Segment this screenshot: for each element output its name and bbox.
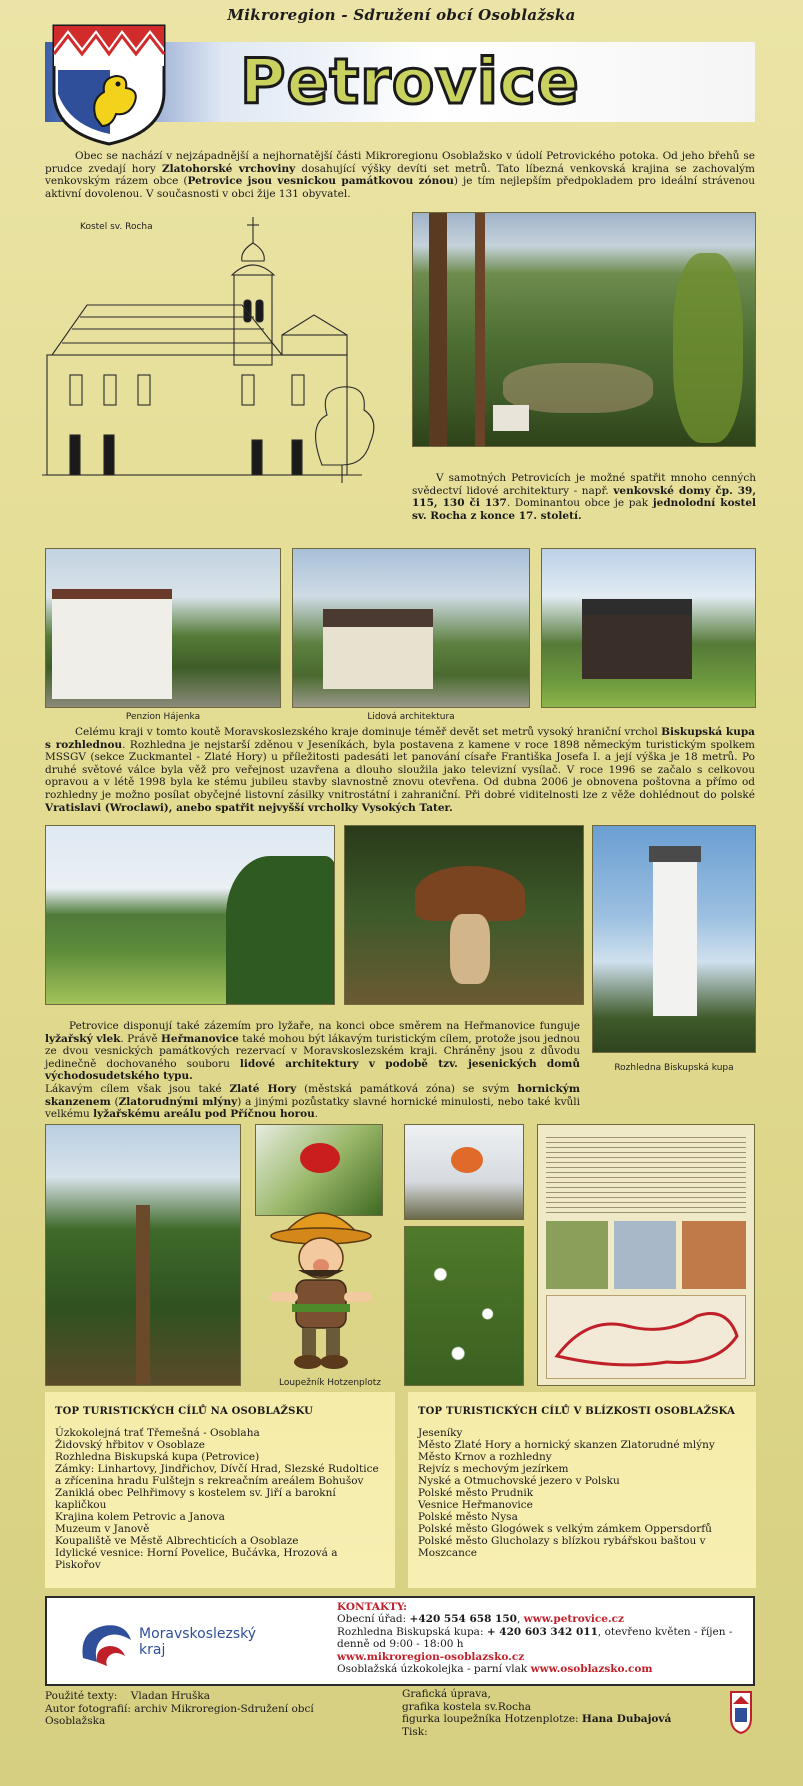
flowers-photo — [404, 1226, 524, 1386]
top-osoblazsko-list — [55, 1427, 385, 1571]
list-item: Vesnice Heřmanovice — [418, 1499, 533, 1511]
list-item: Muzeum v Janově — [55, 1523, 150, 1535]
info-board-photo — [537, 1124, 755, 1386]
pine-trunk — [136, 1205, 150, 1386]
contacts-heading: KONTAKTY: — [337, 1601, 407, 1613]
architecture-paragraph: V samotných Petrovicích je možné spatřit mnoho cenných svědectví lidové architektury - např. venkovské domy čp. 39, 115, 130 či 137. Dominantou obce je pak jednolodní kostel sv. Rocha z konce 17. století. — [412, 472, 757, 522]
contact-box — [45, 1596, 755, 1686]
credit-figurine-label: figurka loupežníka Hotzenplotze: — [402, 1713, 582, 1725]
robin-bird — [451, 1147, 483, 1173]
church-caption: Kostel sv. Rocha — [80, 222, 153, 232]
credit-texts-value: Vladan Hruška — [130, 1690, 211, 1702]
list-item: Koupaliště ve Městě Albrechticích a Osoblaze — [55, 1535, 299, 1547]
mushroom-stem — [450, 914, 490, 984]
list-item: Polské město Prudnik — [418, 1487, 534, 1499]
logo-line-2: kraj — [139, 1642, 166, 1658]
biskupska-paragraph: Celému kraji v tomto koutě Moravskoslezského kraje dominuje téměř devět set metrů vysoký hraniční vrchol Biskupská kupa s rozhlednou. Rozhledna je nejstarší zděnou v Jeseníkách, byla postavena z kamene v roce 1898 německým turistickým spolkem MSSGV (sekce Zuckmantel - Zlaté Hory) u příležitosti padesáti let panování císaře Františka Josefa I. a její výška je 18 metrů. Po druhé světové válce byla věž pro veřejnost uzavřena a dlouho sloužila jako televizní vysílač. V roce 1996 se začalo s celkovou opravou a v létě 1998 byla ke stému jubileu stavby slavnostně znovu otevřena. Od dubna 2006 je obnovena poštovna a přímo od rozhledny je možno posílat obyčejné listovní zásilky vnitrostátní i zahraniční. Při dobré viditelnosti lze z věže dohlédnout do polské Vratislavi (Wroclawi), anebo spatřit nejvyšší vrcholky Vysokých Tater. — [45, 726, 755, 814]
info-board-thumb-3 — [682, 1221, 746, 1289]
page-title: Petrovice — [240, 45, 580, 118]
credit-church-drawing: grafika kostela sv.Rocha — [402, 1700, 531, 1713]
timber-house-photo — [541, 548, 756, 708]
list-item: Krajina kolem Petrovic a Janova — [55, 1511, 225, 1523]
house-folk — [323, 609, 433, 689]
list-item: Město Krnov a rozhledny — [418, 1451, 552, 1463]
valley-photo — [412, 212, 756, 447]
tree-trunk-right — [475, 213, 485, 447]
list-item: Idylické vesnice: Horní Povelice, Bučávka, Hrozová a Piskořov — [55, 1547, 338, 1571]
credit-graphic: Grafická úprava, — [402, 1688, 491, 1700]
list-item: Polské město Nysa — [418, 1511, 518, 1523]
contact-train: Osoblažská úzkokolejka - parní vlak www.osoblazsko.com — [337, 1663, 653, 1675]
church-drawing-icon — [42, 215, 382, 525]
ski-paragraph: Petrovice disponují také zázemím pro lyžaře, na konci obce směrem na Heřmanovice funguje lyžařský vlek. Právě Heřmanovice také mohou být lákavým turistickým cílem, protože jsou jednou ze dvou vesnických památkových rezervací v Moravskoslezském kraji. Chráněny jsou z důvodu jedinečně dochovaného souboru lidové architektury v podobě tzv. jesenických domů východosudetského typu. Lákavým cílem však jsou také Zlaté Hory (městská památková zóna) se svým hornickým skanzenem (Zlatorudnými mlýny) a jinými pozůstatky slavné hornické minulosti, nebo také kvůli velkému lyžařskému areálu pod Příčnou horou. — [45, 1020, 580, 1121]
forest-edge — [226, 856, 335, 1005]
list-item: Zaniklá obec Pelhřimovy s kostelem sv. Jiří a barokní kapličkou — [55, 1487, 336, 1511]
credit-photos-label: Autor fotografií: — [45, 1702, 131, 1715]
penzion-photo — [45, 548, 281, 708]
petrovice-link[interactable]: www.petrovice.cz — [523, 1613, 624, 1625]
ladybug — [300, 1143, 340, 1173]
moravskoslezsky-logo-icon — [75, 1618, 135, 1668]
top-blizkost-list — [418, 1427, 746, 1559]
credit-photos-value: archiv Mikroregion-Sdružení obcí Osoblažska — [45, 1702, 314, 1727]
contact-details — [337, 1601, 747, 1676]
trail-map — [546, 1295, 746, 1379]
top-blizkost-heading: TOP TURISTICKÝCH CÍLŮ V BLÍZKOSTI OSOBLAŽSKA — [418, 1406, 736, 1417]
list-item: Úzkokolejná trať Třemešná - Osoblaha — [55, 1427, 260, 1439]
trail-route-icon — [547, 1296, 747, 1380]
coat-of-arms-icon — [50, 22, 168, 146]
list-item: Město Zlaté Hory a hornický skanzen Zlatorudné mlýny — [418, 1439, 715, 1451]
lookout-tower-photo — [592, 825, 756, 1053]
folk-architecture-caption: Lidová architektura — [367, 712, 455, 722]
info-board-thumb-2 — [614, 1221, 676, 1289]
intro-paragraph: Obec se nachází v nejzápadnější a nejhornatější části Mikroregionu Osoblažsko v údolí Petrovického potoka. Od jeho břehů se prudce zvedají hory Zlatohorské vrchoviny dosahující výšky devíti set metrů. Tato líbezná venkovská krajina se zachovalým venkovským rázem obce (Petrovice jsou vesnickou památkovou zónou) je tím nejlepším předpokladem pro ideální strávenou aktivní dovolenou. V současnosti v obci žije 131 obyvatel. — [45, 150, 755, 200]
robin-photo — [404, 1124, 524, 1220]
meadow-photo — [45, 825, 335, 1005]
list-item: Rozhledna Biskupská kupa (Petrovice) — [55, 1451, 260, 1463]
contact-tower: Rozhledna Biskupská kupa: + 420 603 342 011, otevřeno květen - říjen - denně od 9:00 - 18:00 h — [337, 1625, 733, 1650]
footer-credits-right — [402, 1688, 702, 1738]
region-supertitle: Mikroregion - Sdružení obcí Osoblažska — [227, 6, 576, 24]
logo-line-1: Moravskoslezský — [139, 1626, 257, 1642]
contact-office: Obecní úřad: +420 554 658 150, www.petrovice.cz — [337, 1613, 624, 1625]
footer-credits-left — [45, 1690, 365, 1728]
top-blizkost-box — [408, 1392, 756, 1588]
mikroregion-link[interactable]: www.mikroregion-osoblazsko.cz — [337, 1650, 525, 1663]
mushroom-photo — [344, 825, 584, 1005]
church-in-photo — [493, 405, 529, 431]
info-board-thumb-1 — [546, 1221, 608, 1289]
info-board-text — [546, 1133, 746, 1213]
list-item: Zámky: Linhartovy, Jindřichov, Dívčí Hrad, Slezské Rudoltice a zřícenina hradu Fulštejn s rekreačním areálem Bohušov — [55, 1463, 379, 1487]
tower-body — [653, 856, 697, 1016]
list-item: Rejvíz s mechovým jezírkem — [418, 1463, 569, 1475]
credit-texts-label: Použité texty: — [45, 1690, 118, 1702]
tree-trunk-left — [429, 213, 447, 447]
penzion-caption: Penzion Hájenka — [125, 712, 201, 722]
tower-top — [649, 846, 701, 862]
list-item: Nyské a Otmuchovské jezero v Polsku — [418, 1475, 620, 1487]
osoblazsko-link[interactable]: www.osoblazsko.com — [530, 1663, 653, 1675]
robber-caption: Loupežník Hotzenplotz — [278, 1378, 382, 1388]
robber-figurine-icon — [262, 1200, 380, 1375]
list-item: Židovský hřbitov v Osoblaze — [55, 1439, 205, 1451]
tower-caption: Rozhledna Biskupská kupa — [614, 1063, 734, 1073]
credit-figurine-author: Hana Dubajová — [581, 1713, 672, 1725]
top-osoblazsko-box — [45, 1392, 395, 1588]
mushroom-cap — [415, 866, 525, 921]
top-osoblazsko-heading: TOP TURISTICKÝCH CÍLŮ NA OSOBLAŽSKU — [55, 1406, 314, 1417]
list-item: Polské město Glucholazy s blízkou rybářskou baštou v Moszcance — [418, 1535, 706, 1559]
folk-architecture-photo — [292, 548, 530, 708]
list-item: Polské město Glogówek s velkým zámkem Oppersdorfů — [418, 1523, 712, 1535]
mikroregion-emblem-icon — [729, 1690, 753, 1734]
list-item: Jeseníky — [418, 1427, 463, 1439]
pine-tree-photo — [45, 1124, 241, 1386]
foliage — [673, 253, 743, 443]
house-penzion — [52, 589, 172, 699]
house-timber — [582, 599, 692, 679]
credit-print: Tisk: — [402, 1725, 428, 1738]
region-logo-text — [139, 1626, 256, 1658]
